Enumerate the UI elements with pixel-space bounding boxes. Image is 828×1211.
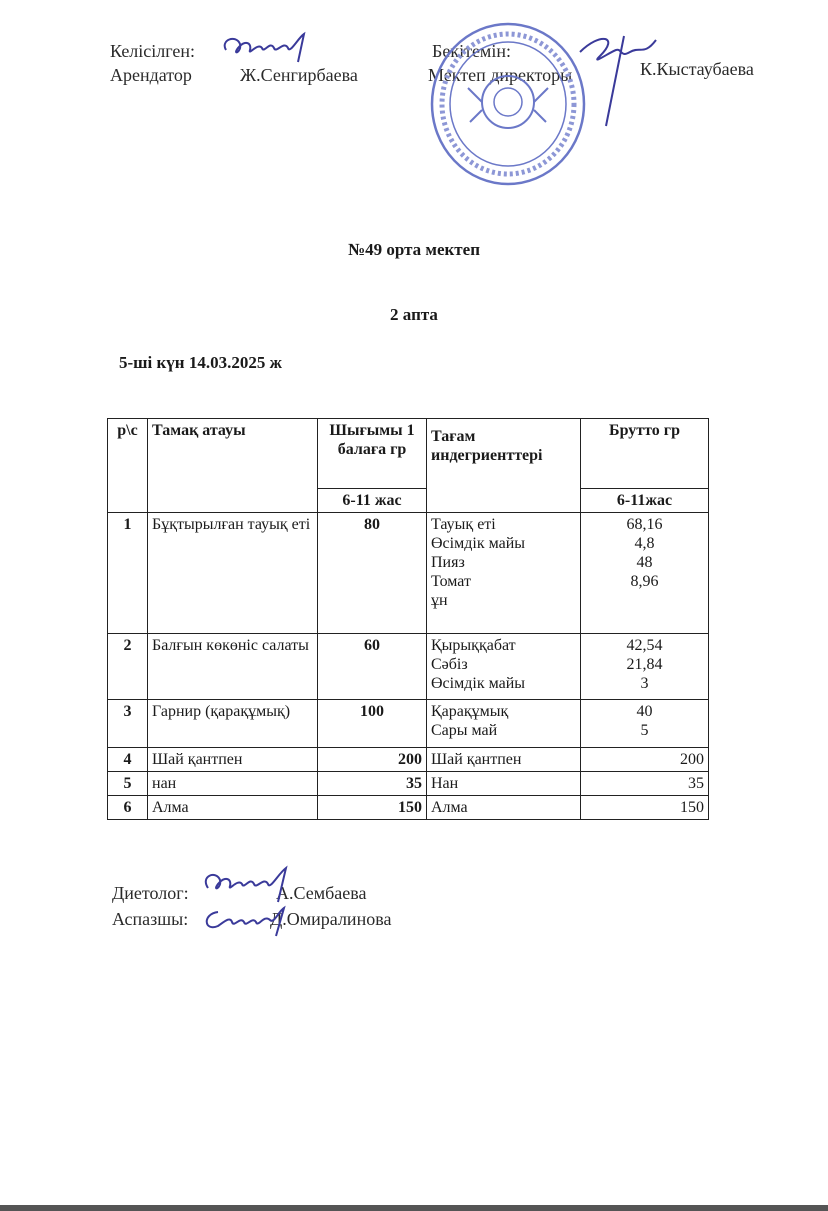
row-yield: 100 <box>318 700 427 748</box>
header-yield-age: 6-11 жас <box>318 489 427 513</box>
director-role: Мектеп директоры <box>428 65 573 85</box>
row-yield: 150 <box>318 796 427 820</box>
brutto-value: 200 <box>680 751 704 768</box>
row-yield: 35 <box>318 772 427 796</box>
row-ingredients <box>427 772 581 796</box>
row-brutto <box>581 634 709 700</box>
ingredient: Тауық еті <box>431 516 496 533</box>
header-num: р\с <box>108 419 148 513</box>
day-title: 5-ші күн 14.03.2025 ж <box>119 353 282 372</box>
lessee-name: Ж.Сенгирбаева <box>240 65 358 85</box>
school-title: №49 орта мектеп <box>348 240 480 259</box>
ingredient: Сары май <box>431 722 498 739</box>
header-name: Тамақ атауы <box>148 419 318 513</box>
row-name: Бұқтырылған тауық еті <box>148 513 318 634</box>
dietitian-name: А.Сембаева <box>276 883 367 903</box>
row-yield: 80 <box>318 513 427 634</box>
row-name: Балғын көкөніс салаты <box>148 634 318 700</box>
lessee-role: Арендатор <box>110 65 192 85</box>
row-name: Алма <box>148 796 318 820</box>
lessee-signature <box>218 28 318 68</box>
row-num: 5 <box>108 772 148 796</box>
brutto-value: 42,54 <box>626 637 663 654</box>
director-signature <box>560 22 670 132</box>
row-num: 1 <box>108 513 148 634</box>
dietitian-label: Диетолог: <box>112 883 189 903</box>
ingredient: Өсімдік майы <box>431 675 526 692</box>
header-ingredients: Тағам индегриенттері <box>427 419 581 513</box>
header-yield: Шығымы 1 балаға гр <box>318 419 427 489</box>
ingredient: Қырыққабат <box>431 637 516 654</box>
row-brutto <box>581 513 709 634</box>
ingredient: Алма <box>431 799 468 816</box>
table-row <box>108 748 709 772</box>
row-name: нан <box>148 772 318 796</box>
row-num: 2 <box>108 634 148 700</box>
brutto-value: 21,84 <box>626 656 663 673</box>
brutto-value: 150 <box>680 799 704 816</box>
table-row <box>108 700 709 748</box>
brutto-value: 35 <box>688 775 704 792</box>
week-title: 2 апта <box>390 305 438 324</box>
table-row <box>108 634 709 700</box>
agreed-label: Келісілген: <box>110 41 196 61</box>
menu-table <box>107 418 709 820</box>
row-ingredients <box>427 748 581 772</box>
ingredient: Шай қантпен <box>431 751 522 768</box>
row-ingredients <box>427 796 581 820</box>
approved-label: Бекітемін: <box>432 41 511 61</box>
header-brutto: Брутто гр <box>581 419 709 489</box>
row-yield: 200 <box>318 748 427 772</box>
ingredient: Сәбіз <box>431 656 468 673</box>
brutto-value: 3 <box>640 675 649 692</box>
table-row <box>108 513 709 634</box>
cook-name: Д.Омиралинова <box>270 909 392 929</box>
row-ingredients <box>427 634 581 700</box>
ingredient: Пияз <box>431 554 465 571</box>
row-name: Шай қантпен <box>148 748 318 772</box>
ingredient: ұн <box>431 592 448 609</box>
row-brutto <box>581 700 709 748</box>
brutto-value: 68,16 <box>626 516 663 533</box>
ingredient: Қарақұмық <box>431 703 509 720</box>
row-ingredients <box>427 513 581 634</box>
ingredient: Өсімдік майы <box>431 535 526 552</box>
director-name: К.Кыстаубаева <box>640 59 754 79</box>
row-yield: 60 <box>318 634 427 700</box>
row-num: 3 <box>108 700 148 748</box>
ingredient: Нан <box>431 775 459 792</box>
row-ingredients <box>427 700 581 748</box>
table-row <box>108 796 709 820</box>
row-name: Гарнир (қарақұмық) <box>148 700 318 748</box>
brutto-value: 48 <box>636 554 653 571</box>
cook-label: Аспазшы: <box>112 909 189 929</box>
brutto-value: 8,96 <box>630 573 659 590</box>
brutto-value: 4,8 <box>634 535 655 552</box>
brutto-value: 5 <box>640 722 649 739</box>
brutto-value: 40 <box>636 703 653 720</box>
row-num: 4 <box>108 748 148 772</box>
row-num: 6 <box>108 796 148 820</box>
cook-signature <box>200 898 290 942</box>
ingredient: Томат <box>431 573 471 590</box>
table-row <box>108 772 709 796</box>
header-brutto-age: 6-11жас <box>581 489 709 513</box>
bottom-edge <box>0 1205 828 1211</box>
row-brutto <box>581 772 709 796</box>
row-brutto <box>581 748 709 772</box>
row-brutto <box>581 796 709 820</box>
